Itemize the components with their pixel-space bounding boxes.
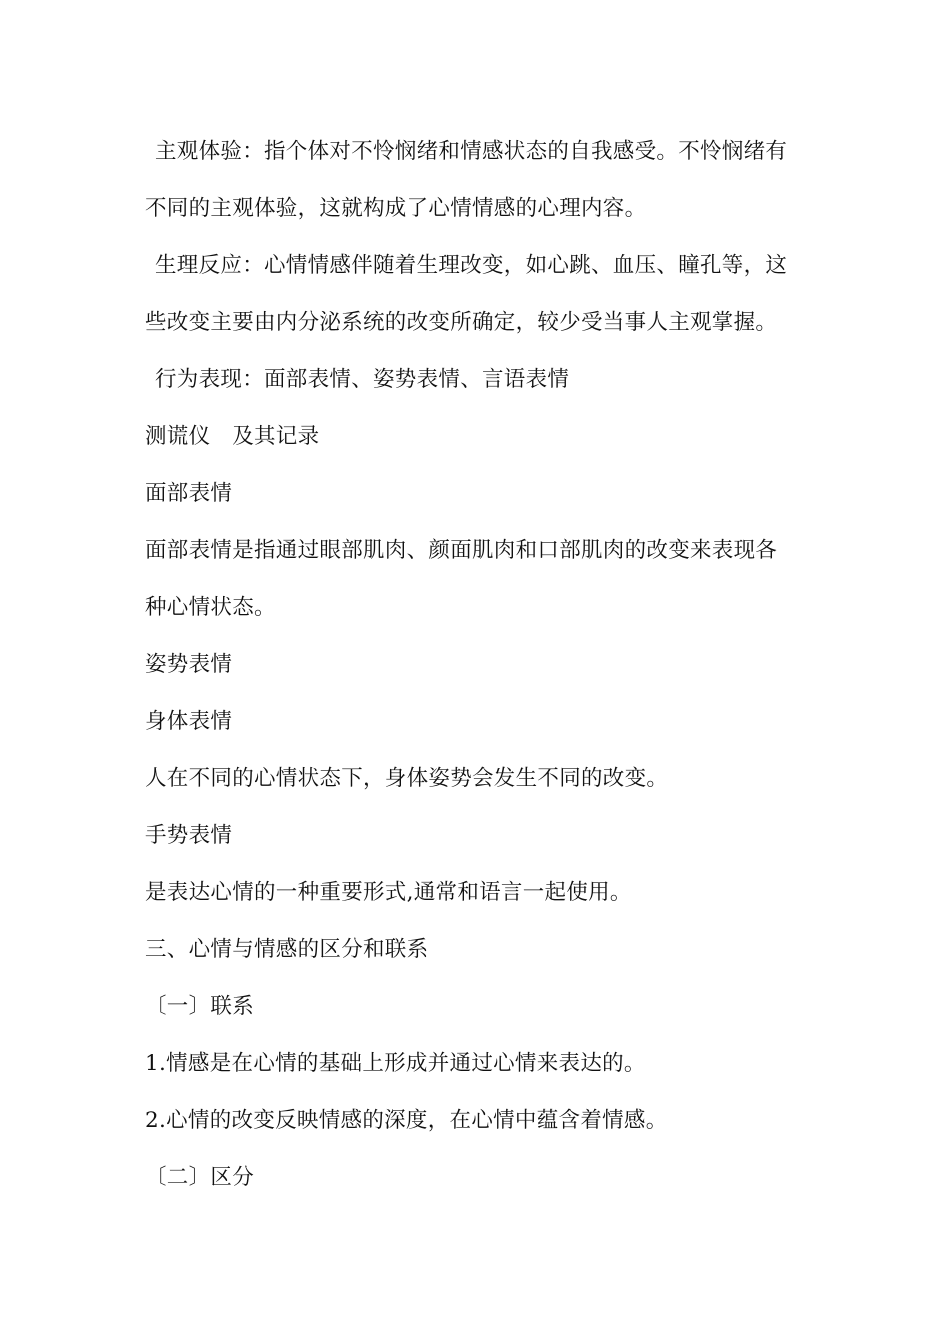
text-line-gesture-expression: 是表达心情的一种重要形式,通常和语言一起使用。 [145, 880, 632, 905]
section-heading-gesture-expression: 手势表情 [145, 823, 233, 848]
subsection-heading-difference: 〔二〕区分 [145, 1165, 255, 1190]
document-body [145, 136, 815, 1219]
text-line-facial-expression-1: 面部表情是指通过眼部肌肉、颜面肌肉和口部肌肉的改变来表现各 [145, 538, 778, 563]
text-line-physiological-response-1: 生理反应：心情情感伴随着生理改变，如心跳、血压、瞳孔等，这 [155, 253, 788, 278]
subsection-heading-connection: 〔一〕联系 [145, 994, 255, 1019]
section-heading-difference-and-connection: 三、心情与情感的区分和联系 [145, 937, 429, 962]
text-line-facial-expression-2: 种心情状态。 [145, 595, 276, 620]
text-line-subjective-experience-1: 主观体验：指个体对不怜悯绪和情感状态的自我感受。不怜悯绪有 [155, 139, 788, 164]
section-heading-posture-expression: 姿势表情 [145, 652, 233, 677]
section-heading-facial-expression: 面部表情 [145, 481, 233, 506]
list-item-connection-1: 1.情感是在心情的基础上形成并通过心情来表达的。 [145, 1051, 646, 1076]
text-line-subjective-experience-2: 不同的主观体验，这就构成了心情情感的心理内容。 [145, 196, 647, 221]
list-item-connection-2: 2.心情的改变反映情感的深度，在心情中蕴含着情感。 [145, 1108, 668, 1133]
section-heading-body-expression: 身体表情 [145, 709, 233, 734]
text-line-behavior-expression: 行为表现：面部表情、姿势表情、言语表情 [155, 367, 570, 392]
text-line-polygraph: 测谎仪 及其记录 [145, 424, 320, 449]
text-line-physiological-response-2: 些改变主要由内分泌系统的改变所确定，较少受当事人主观掌握。 [145, 310, 778, 335]
text-line-body-expression: 人在不同的心情状态下，身体姿势会发生不同的改变。 [145, 766, 669, 791]
